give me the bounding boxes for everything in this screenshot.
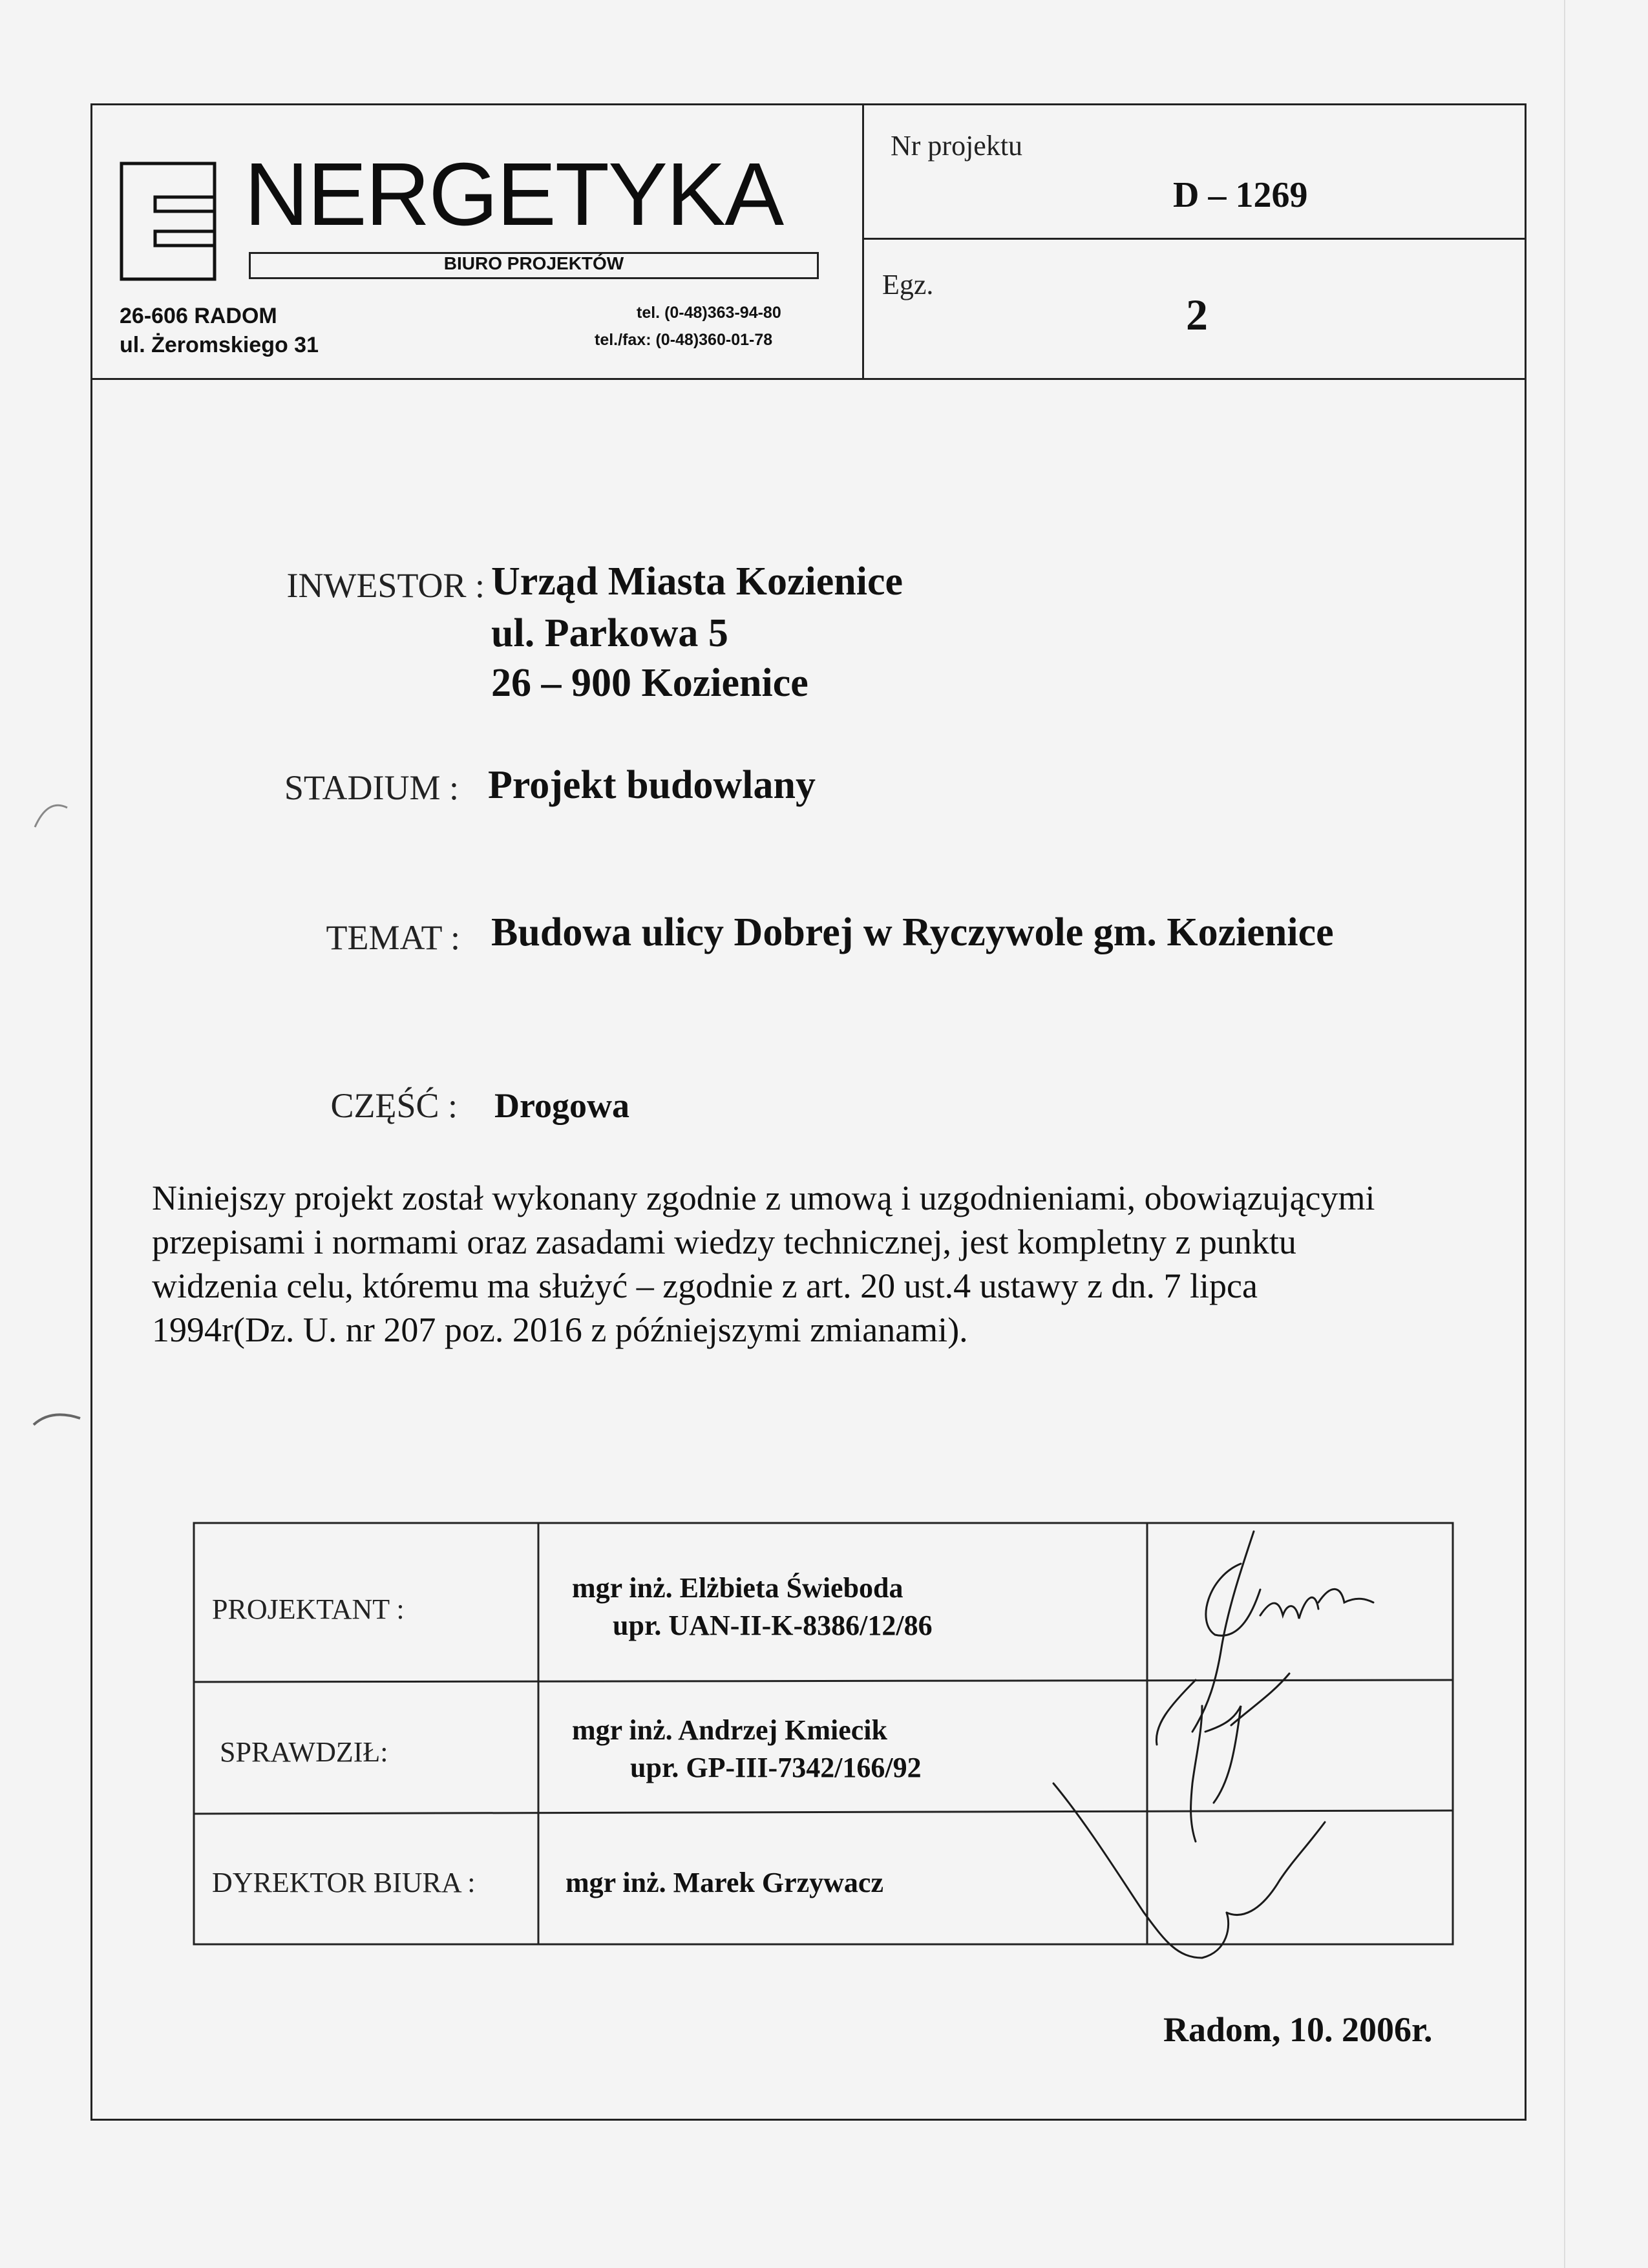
designer-license: upr. UAN-II-K-8386/12/86 <box>613 1610 933 1641</box>
director-role: DYREKTOR BIURA : <box>212 1867 476 1898</box>
designer-name: mgr inż. Elżbieta Świeboda <box>572 1572 903 1604</box>
statement-line: Niniejszy projekt został wykonany zgodnie z umową i uzgodnieniami, obowiązującymi <box>152 1179 1375 1217</box>
project-number-label: Nr projektu <box>891 130 1023 162</box>
statement-line: przepisami i normami oraz zasadami wiedzy technicznej, jest kompletny z punktu <box>152 1223 1296 1261</box>
stadium-value: Projekt budowlany <box>488 763 816 807</box>
investor-label: INWESTOR : <box>286 566 485 605</box>
part-label: CZĘŚĆ : <box>330 1086 458 1125</box>
handwritten-signatures <box>1047 1512 1409 1977</box>
copy-number: 2 <box>1186 290 1208 339</box>
address-line-2: ul. Żeromskiego 31 <box>120 333 319 357</box>
investor-line-1: Urząd Miasta Kozienice <box>491 560 903 604</box>
part-value: Drogowa <box>494 1086 629 1125</box>
phone-fax: tel./fax: (0-48)360-01-78 <box>595 331 773 349</box>
company-name: NERGETYKA <box>244 145 783 244</box>
topic-label: TEMAT : <box>326 918 460 957</box>
checker-role: SPRAWDZIŁ: <box>220 1736 388 1768</box>
stadium-label: STADIUM : <box>284 768 459 807</box>
director-name: mgr inż. Marek Grzywacz <box>565 1867 883 1898</box>
checker-license: upr. GP-III-7342/166/92 <box>630 1752 922 1783</box>
place-and-date: Radom, 10. 2006r. <box>1163 2010 1433 2049</box>
statement-line: 1994r(Dz. U. nr 207 poz. 2016 z późniejszymi zmianami). <box>152 1310 968 1349</box>
investor-line-3: 26 – 900 Kozienice <box>491 661 808 705</box>
topic-value: Budowa ulicy Dobrej w Ryczywole gm. Kozienice <box>491 910 1334 954</box>
statement-line: widzenia celu, któremu ma służyć – zgodnie z art. 20 ust.4 ustawy z dn. 7 lipca <box>152 1266 1258 1305</box>
page-edge <box>1564 0 1565 2268</box>
company-subtitle: BIURO PROJEKTÓW <box>249 252 819 279</box>
copy-label: Egz. <box>882 269 934 300</box>
designer-role: PROJEKTANT : <box>212 1593 405 1625</box>
checker-name: mgr inż. Andrzej Kmiecik <box>572 1714 887 1746</box>
phone: tel. (0-48)363-94-80 <box>637 304 781 322</box>
investor-line-2: ul. Parkowa 5 <box>491 611 728 655</box>
project-number: D – 1269 <box>1173 175 1308 215</box>
address-line-1: 26-606 RADOM <box>120 304 277 328</box>
